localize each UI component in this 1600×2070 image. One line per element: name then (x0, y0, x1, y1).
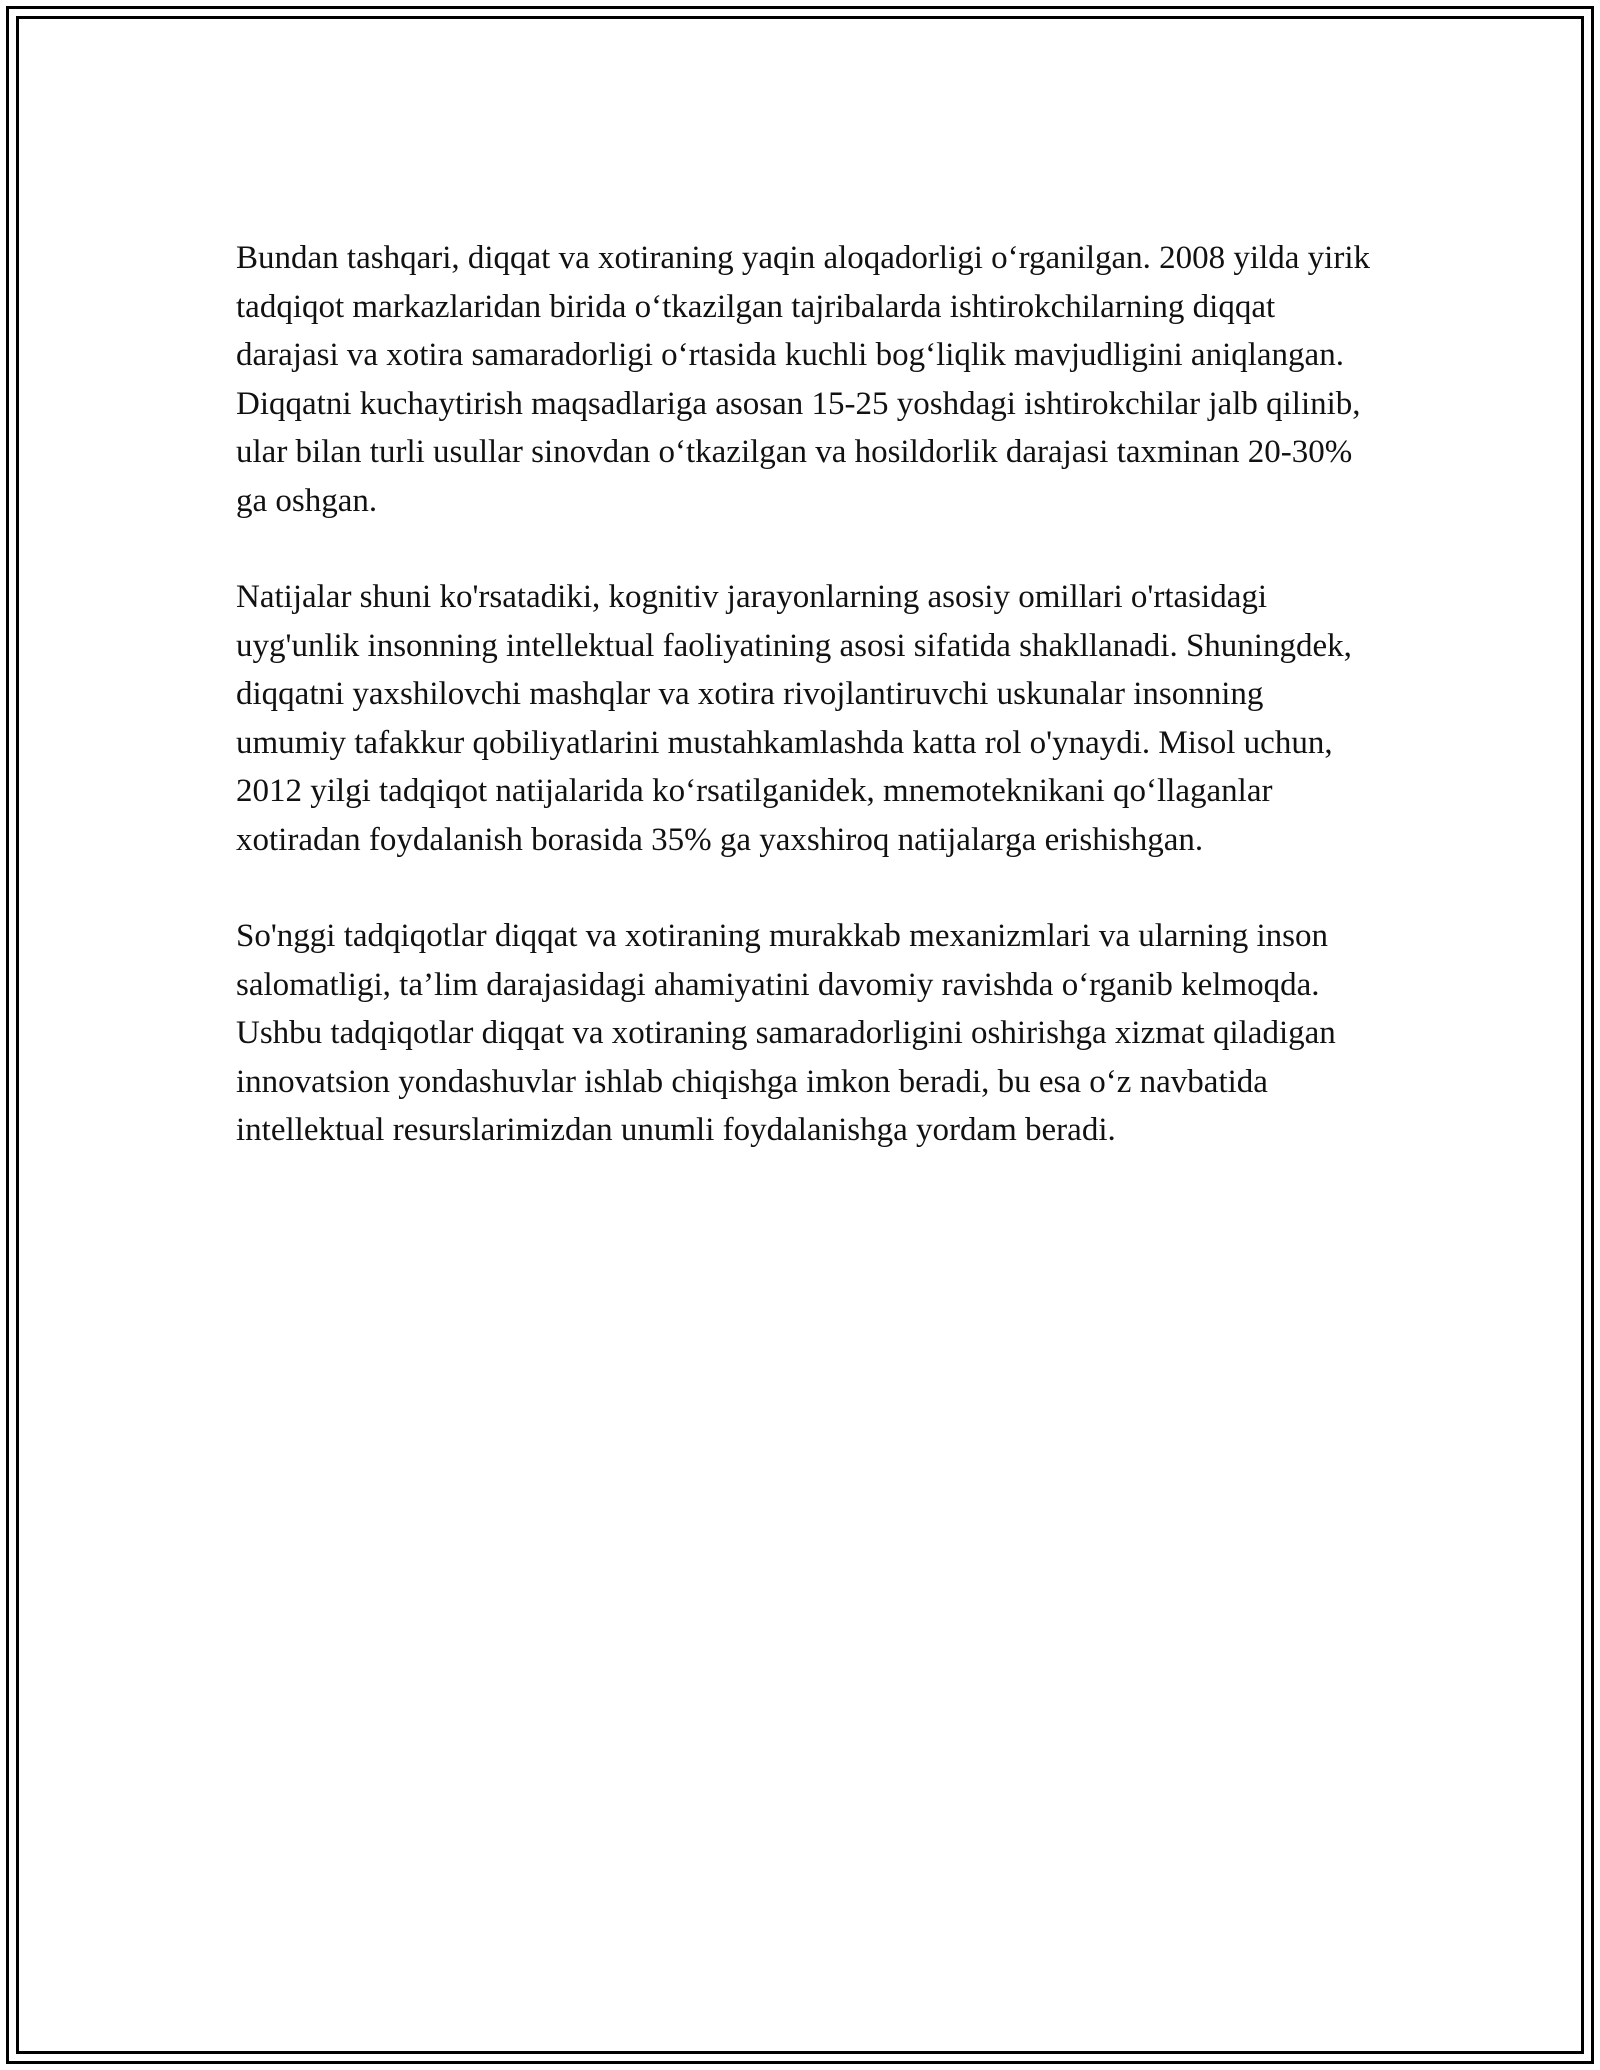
paragraph-2: Natijalar shuni ko'rsatadiki, kognitiv jarayonlarning asosiy omillari o'rtasidagi uyg'unlik insonning intellektual faoliyatining asosi sifatida shakllanadi. Shuningdek, diqqatni yaxshilovchi mashqlar va xotira rivojlantiruvchi uskunalar insonning umumiy tafakkur qobiliyatlarini mustahkamlashda katta rol o'ynaydi. Misol uchun, 2012 yilgi tadqiqot natijalarida ko‘rsatilganidek, mnemoteknikani qo‘llaganlar xotiradan foydalanish borasida 35% ga yaxshiroq natijalarga erishishgan. (236, 579, 1352, 858)
paragraph-1: Bundan tashqari, diqqat va xotiraning yaqin aloqadorligi o‘rganilgan. 2008 yilda yirik tadqiqot markazlaridan birida o‘tkazilgan tajribalarda ishtirokchilarning diqqat darajasi va xotira samaradorligi o‘rtasida kuchli bog‘liqlik mavjudligini aniqlangan. Diqqatni kuchaytirish maqsadlariga asosan 15-25 yoshdagi ishtirokchilar jalb qilinib, ular bilan turli usullar sinovdan o‘tkazilgan va hosildorlik darajasi taxminan 20-30% ga oshgan. (236, 240, 1370, 519)
document-body (236, 234, 1376, 1203)
paragraph-3: So'nggi tadqiqotlar diqqat va xotiraning murakkab mexanizmlari va ularning inson salomatligi, ta’lim darajasidagi ahamiyatini davomiy ravishda o‘rganib kelmoqda. Ushbu tadqiqotlar diqqat va xotiraning samaradorligini oshirishga xizmat qiladigan innovatsion yondashuvlar ishlab chiqishga imkon beradi, bu esa o‘z navbatida intellektual resurslarimizdan unumli foydalanishga yordam beradi. (236, 918, 1336, 1148)
